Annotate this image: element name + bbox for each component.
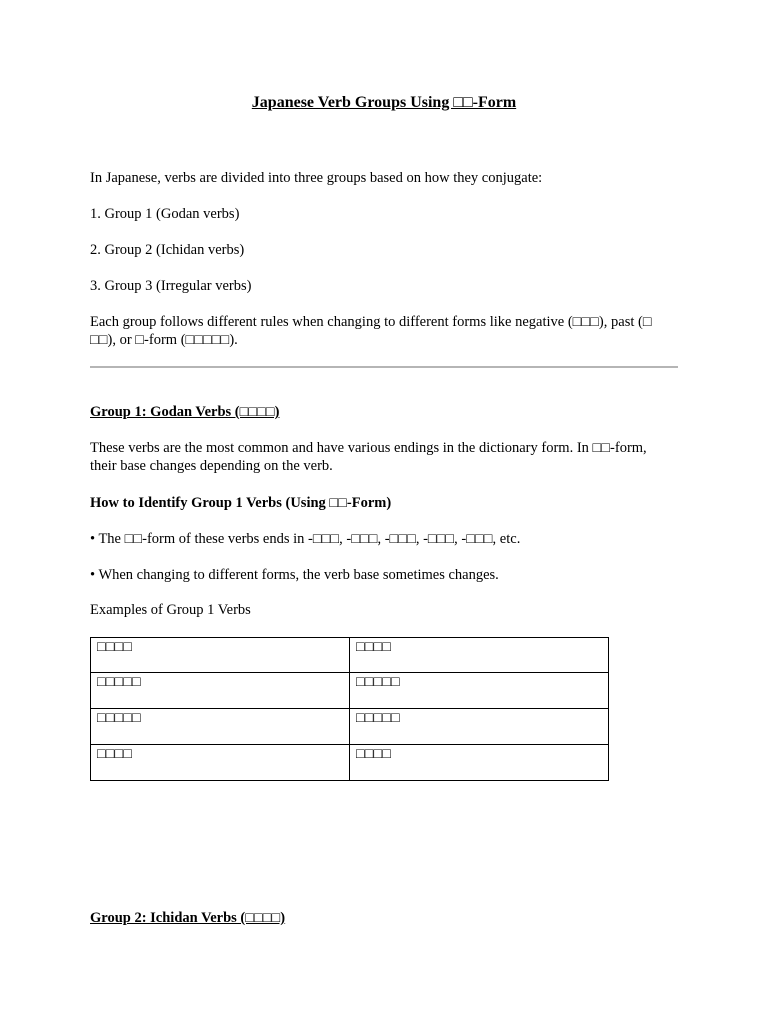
group1-bullet-1: • The □□-form of these verbs ends in -□□□, -□□□, -□□□, -□□□, -□□□, etc. (90, 531, 521, 547)
table-cell: □□□□□ (91, 709, 350, 745)
rules-paragraph-line-2: □□), or □-form (□□□□□). (90, 332, 238, 348)
group1-description-line-1: These verbs are the most common and have various endings in the dictionary form. In □□-form, (90, 440, 647, 456)
table-cell: □□□□ (350, 638, 609, 673)
table-cell: □□□□□ (91, 673, 350, 709)
intro-paragraph: In Japanese, verbs are divided into three groups based on how they conjugate: (90, 170, 543, 186)
document-title: Japanese Verb Groups Using □□-Form (251, 94, 517, 111)
group-list-item-2: 2. Group 2 (Ichidan verbs) (90, 242, 245, 258)
horizontal-divider (90, 366, 678, 368)
group1-description-line-2: their base changes depending on the verb. (90, 458, 333, 474)
group1-identify-heading: How to Identify Group 1 Verbs (Using □□-Form) (90, 495, 392, 511)
table-cell: □□□□ (350, 745, 609, 781)
group-list-item-3: 3. Group 3 (Irregular verbs) (90, 278, 252, 294)
table-cell: □□□□□ (350, 709, 609, 745)
rules-paragraph-line-1: Each group follows different rules when changing to different forms like negative (□□□), past (□ (90, 314, 652, 330)
table-cell: □□□□ (91, 638, 350, 673)
table-row (91, 709, 609, 745)
table-cell: □□□□ (91, 745, 350, 781)
examples-table (90, 637, 609, 781)
table-cell: □□□□□ (350, 673, 609, 709)
table-row (91, 745, 609, 781)
group1-heading: Group 1: Godan Verbs (□□□□) (90, 404, 280, 420)
group1-bullet-2: • When changing to different forms, the verb base sometimes changes. (90, 567, 499, 583)
table-row (91, 673, 609, 709)
group2-heading: Group 2: Ichidan Verbs (□□□□) (90, 910, 286, 926)
examples-label: Examples of Group 1 Verbs (90, 602, 251, 618)
table-row (91, 638, 609, 673)
group-list-item-1: 1. Group 1 (Godan verbs) (90, 206, 240, 222)
